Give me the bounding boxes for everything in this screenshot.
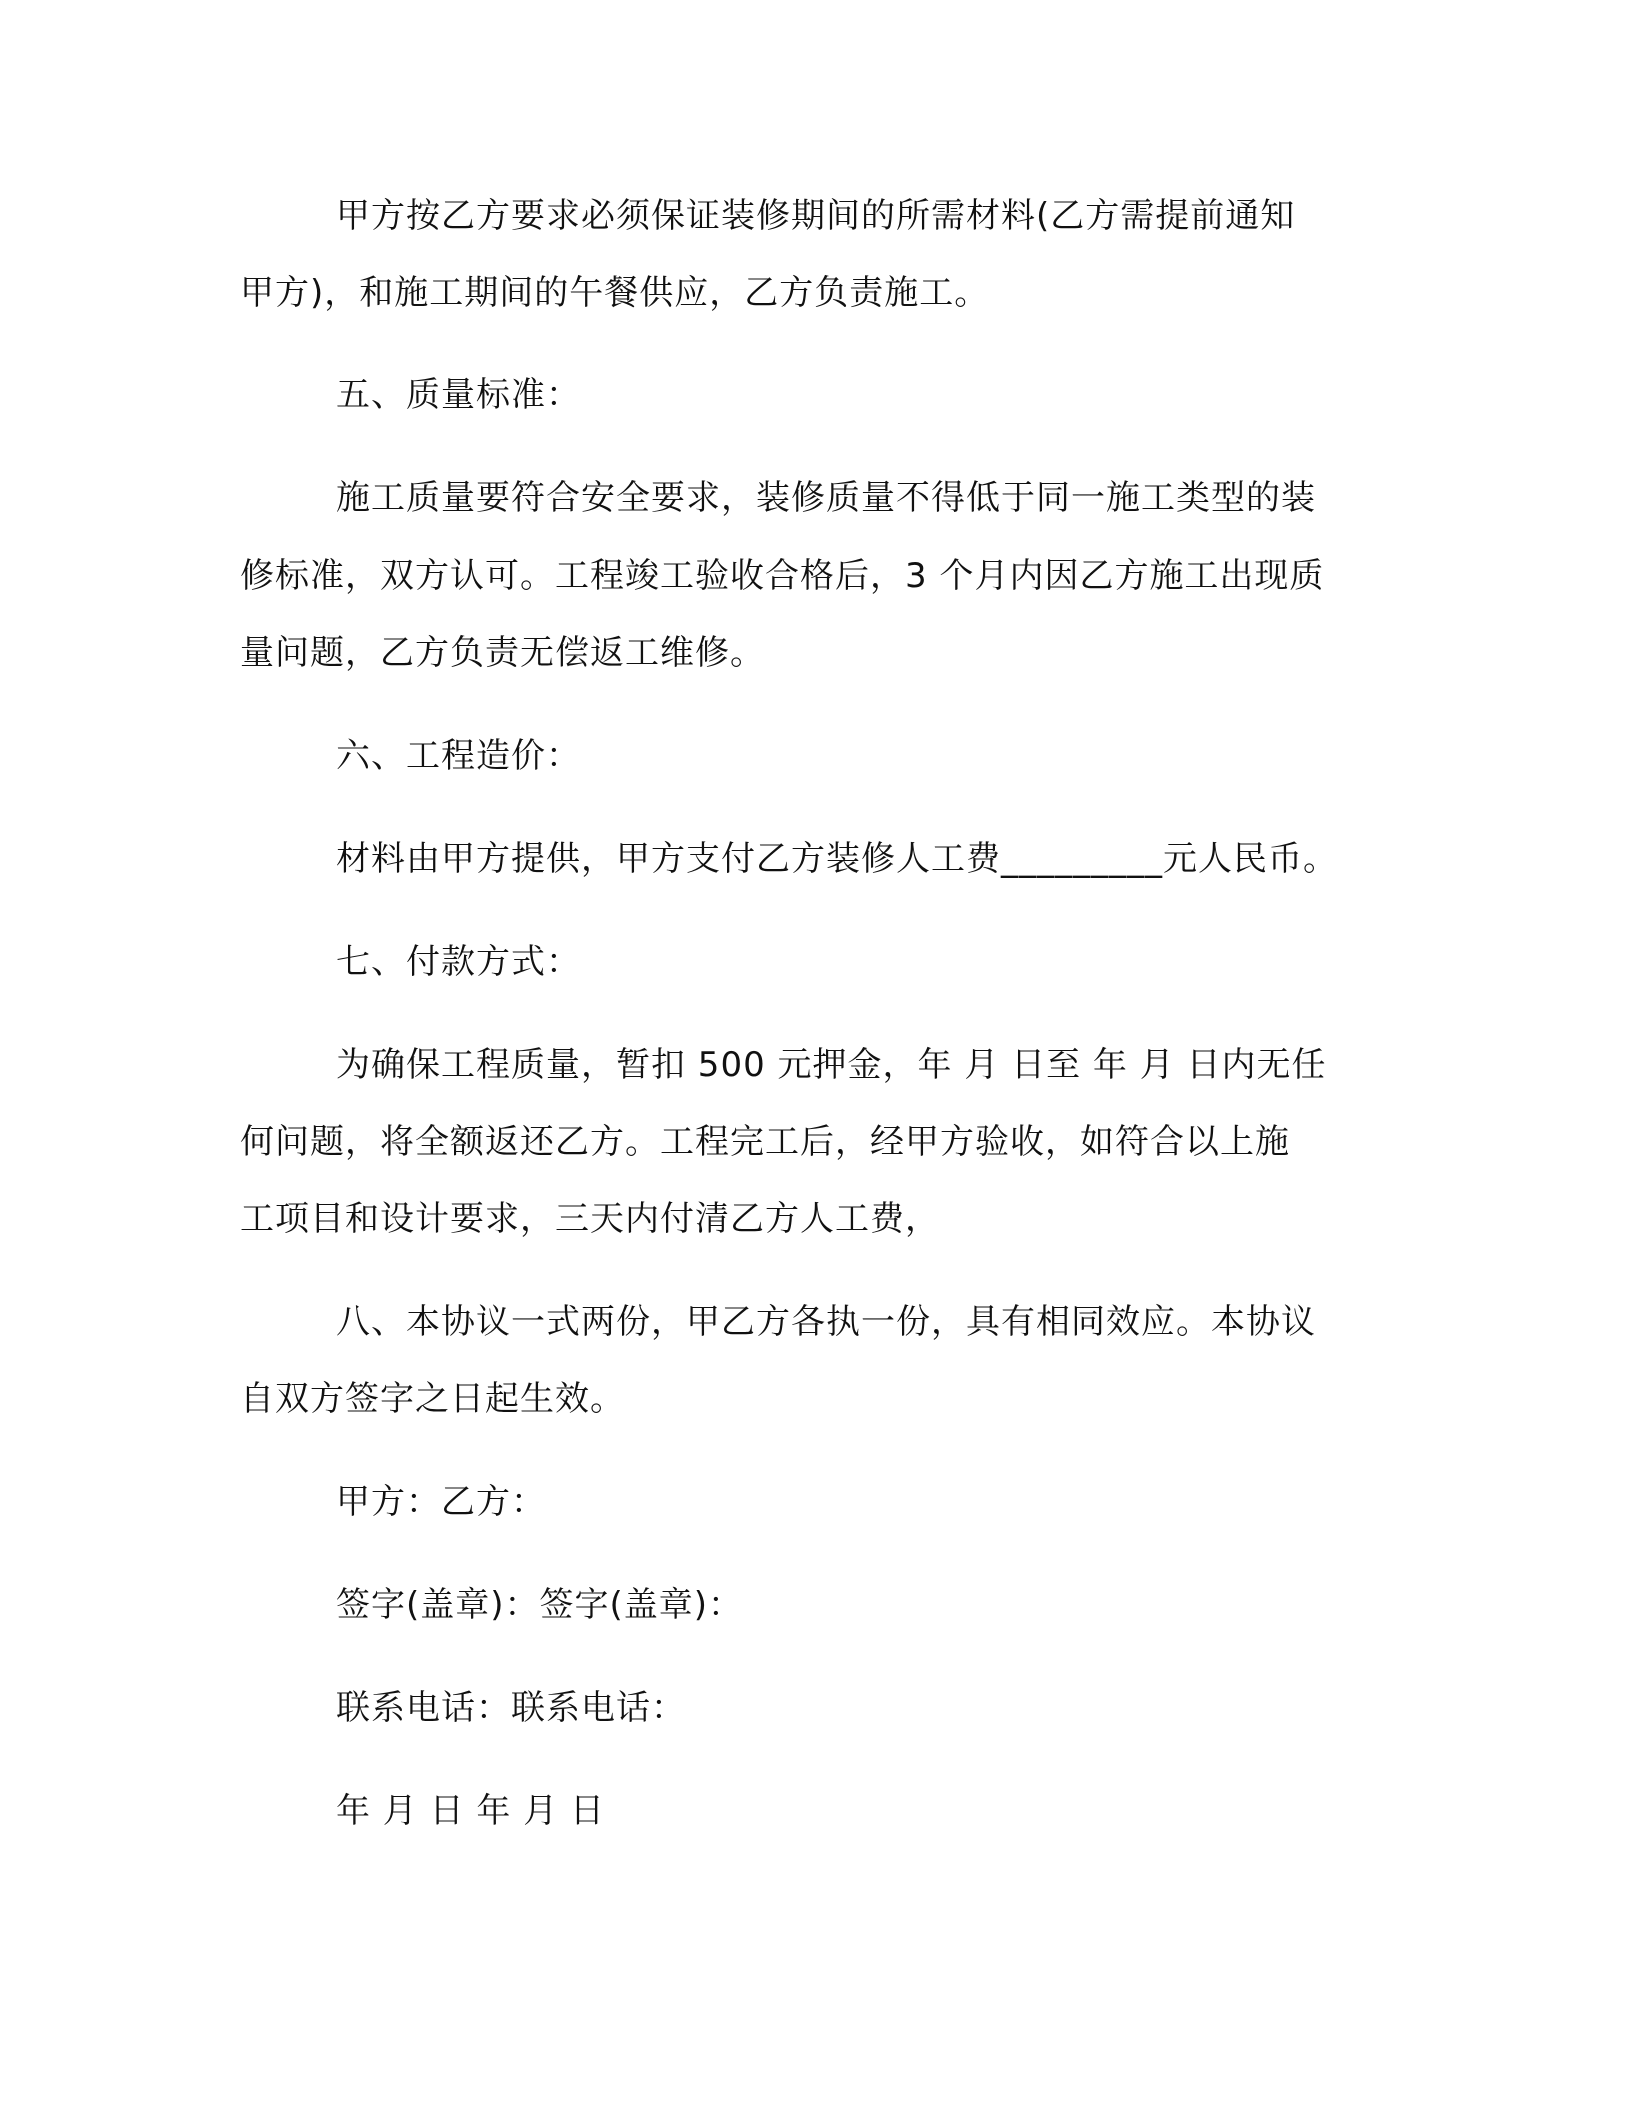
section-heading-payment: 七、付款方式： <box>336 942 581 982</box>
paragraph-payment-line-1: 为确保工程质量，暂扣 500 元押金，年 月 日至 年 月 日内无任 <box>336 1045 1327 1085</box>
paragraph-quality-line-2: 修标准，双方认可。工程竣工验收合格后，3 个月内因乙方施工出现质 <box>240 556 1325 596</box>
paragraph-cost-line-1: 材料由甲方提供，甲方支付乙方装修人工费_________元人民币。 <box>336 839 1338 879</box>
paragraph-quality-line-1: 施工质量要符合安全要求，装修质量不得低于同一施工类型的装 <box>336 478 1316 518</box>
signature-seal: 签字(盖章)：签字(盖章)： <box>336 1585 744 1625</box>
paragraph-supply-line-1: 甲方按乙方要求必须保证装修期间的所需材料(乙方需提前通知 <box>336 196 1296 236</box>
paragraph-payment-line-2: 何问题，将全额返还乙方。工程完工后，经甲方验收，如符合以上施 <box>240 1122 1290 1162</box>
paragraph-quality-line-3: 量问题，乙方负责无偿返工维修。 <box>240 633 765 673</box>
signature-phone: 联系电话：联系电话： <box>336 1688 686 1728</box>
paragraph-payment-line-3: 工项目和设计要求，三天内付清乙方人工费， <box>240 1199 940 1239</box>
paragraph-agreement-line-1: 八、本协议一式两份，甲乙方各执一份，具有相同效应。本协议 <box>336 1302 1316 1342</box>
paragraph-agreement-line-2: 自双方签字之日起生效。 <box>240 1379 625 1419</box>
signature-parties: 甲方：乙方： <box>336 1482 546 1522</box>
signature-date: 年 月 日 年 月 日 <box>336 1791 606 1831</box>
section-heading-cost: 六、工程造价： <box>336 736 581 776</box>
section-heading-quality: 五、质量标准： <box>336 375 581 415</box>
paragraph-supply-line-2: 甲方)，和施工期间的午餐供应，乙方负责施工。 <box>240 273 990 313</box>
